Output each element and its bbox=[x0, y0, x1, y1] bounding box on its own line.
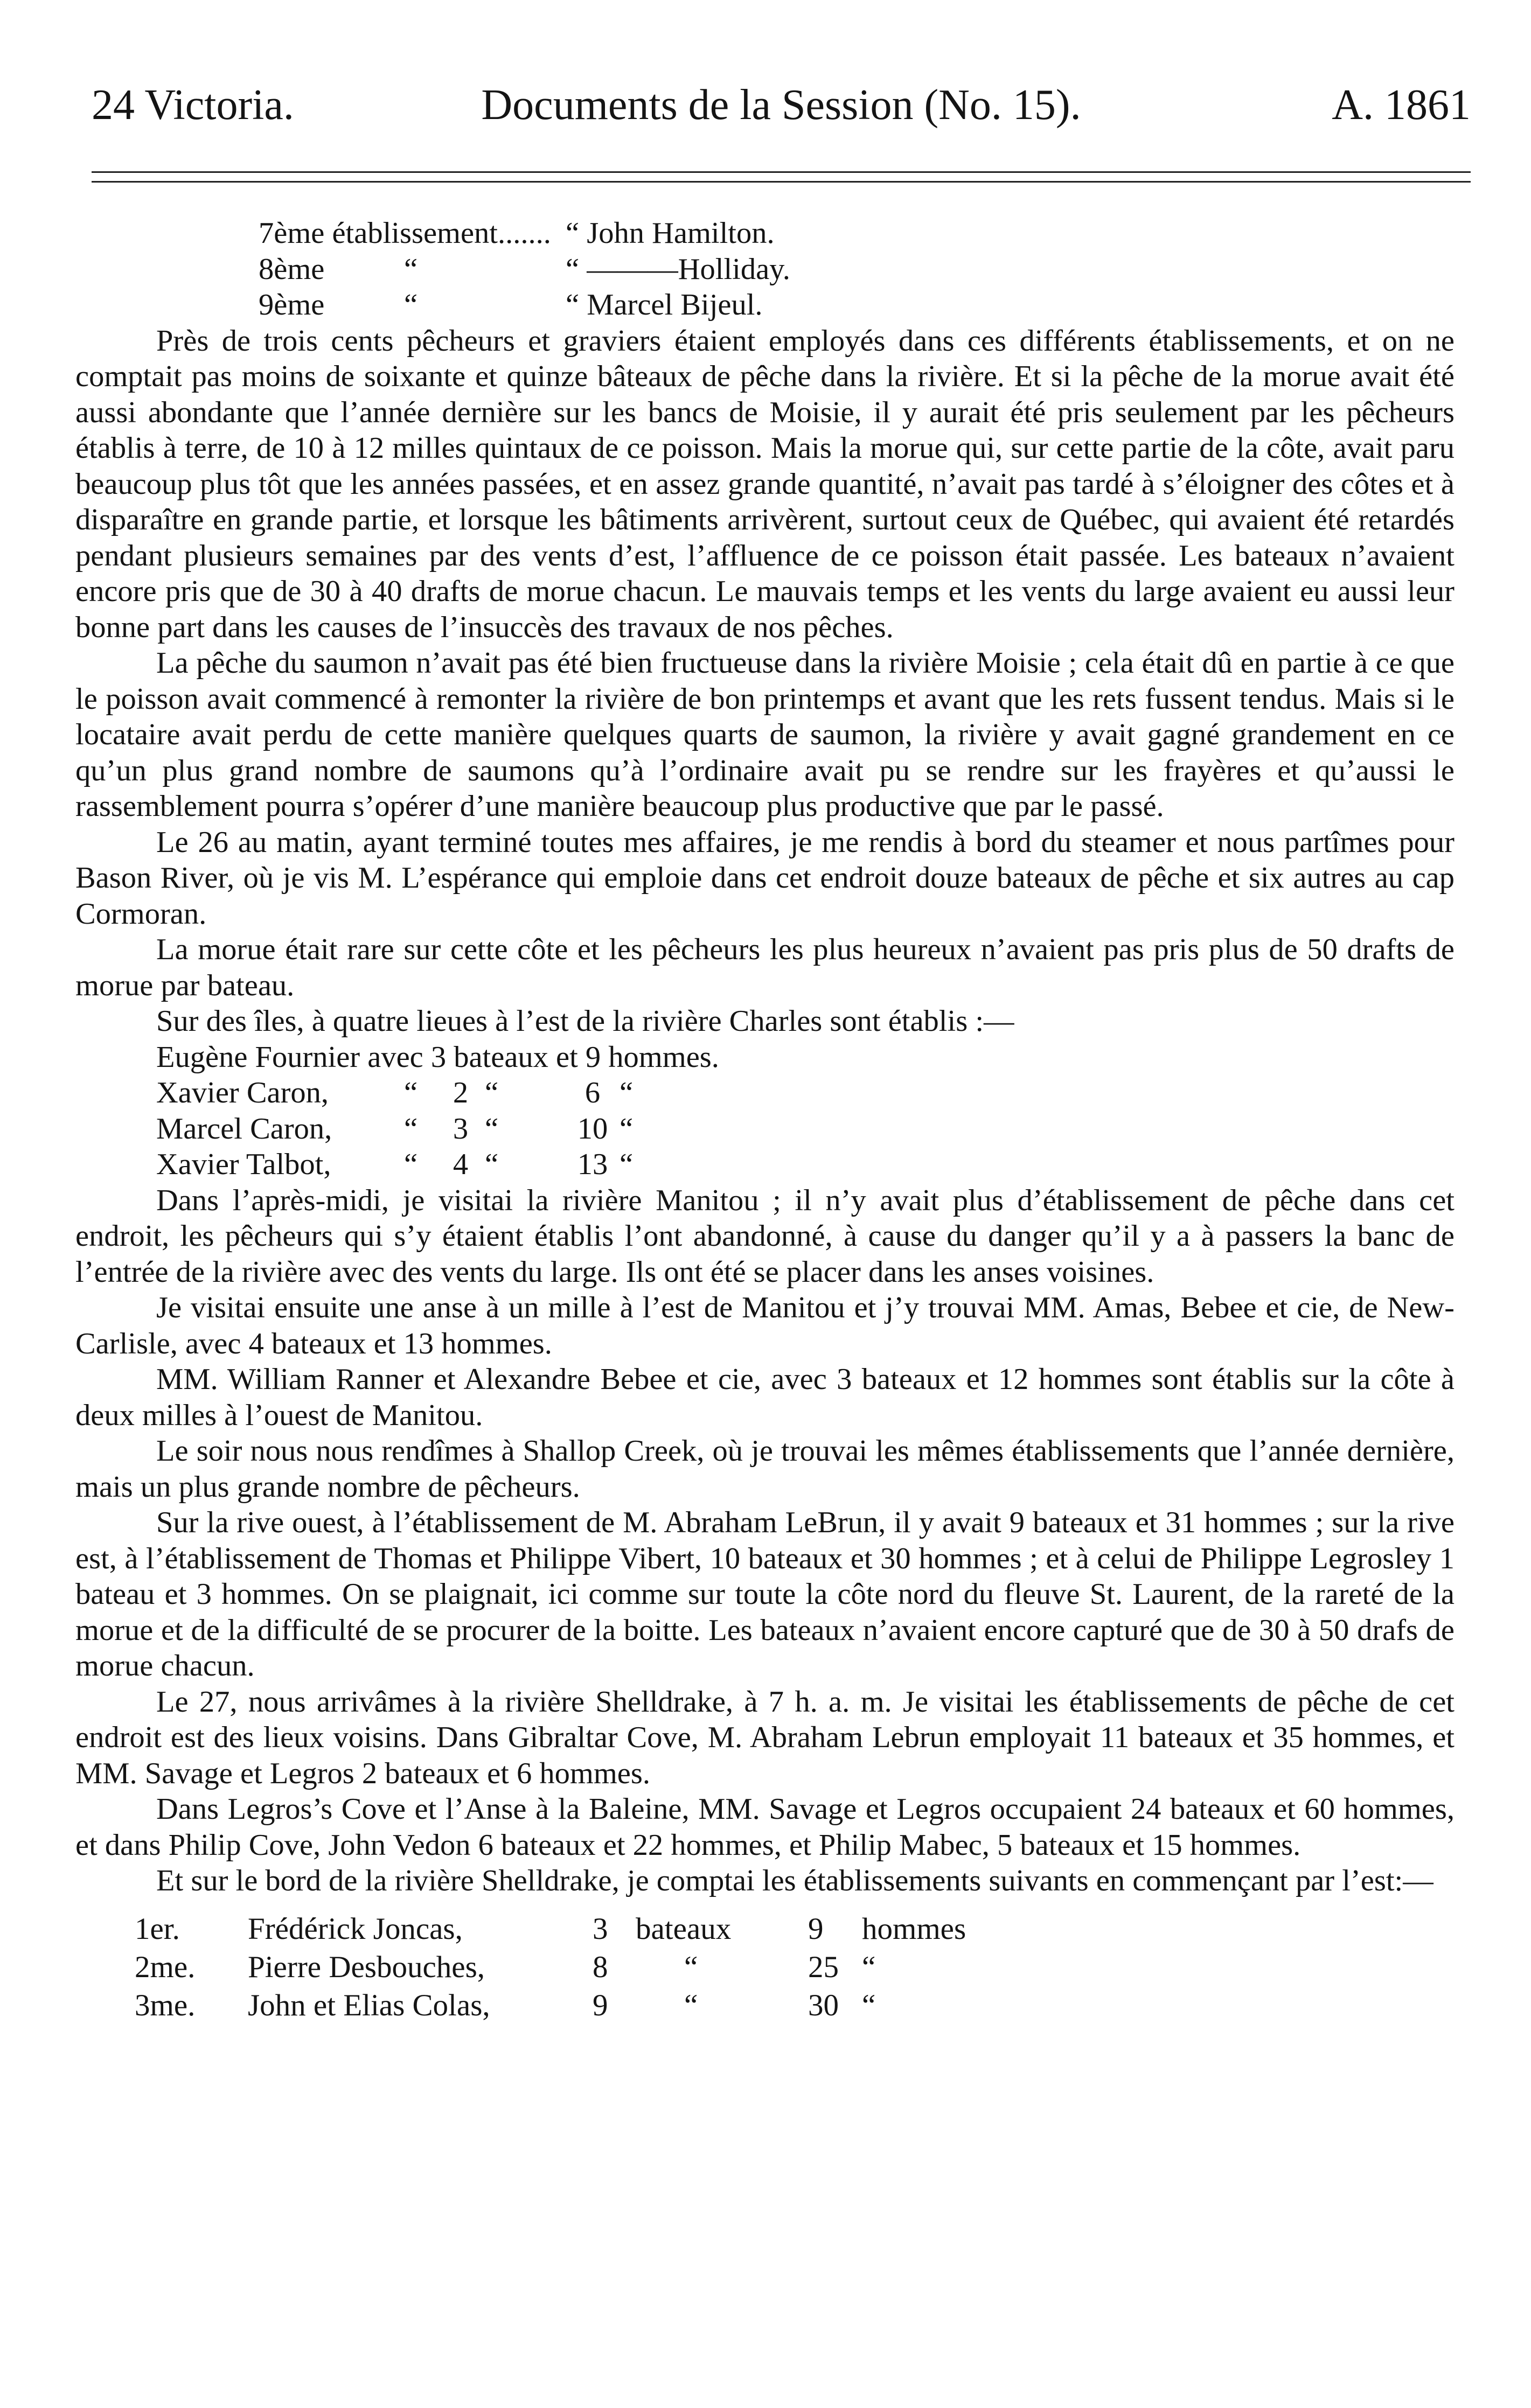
paragraph: Je visitai ensuite une anse à un mille à l’est de Manitou et j’y trouvai MM. Amas, Bebee et cie, de New-Carlisle, avec 4 bateaux et 13 hommes. bbox=[75, 1291, 1455, 1360]
fisherman-name: Xavier Talbot, bbox=[156, 1148, 331, 1181]
boats-label: bateaux bbox=[636, 1911, 732, 1946]
fisherman-entry: Eugène Fournier avec 3 bateaux et 9 hommes. bbox=[156, 1040, 719, 1074]
fisherman-name: Xavier Caron, bbox=[156, 1076, 329, 1109]
owner-name: Pierre Desbouches, bbox=[248, 1950, 485, 1984]
men-count: 10 bbox=[577, 1112, 608, 1146]
ditto-mark: “ bbox=[566, 288, 580, 322]
ditto-mark: “ bbox=[620, 1112, 634, 1146]
ordinal: 1er. bbox=[135, 1911, 180, 1946]
header-volume: 24 Victoria. bbox=[92, 81, 294, 129]
establishment-line bbox=[75, 215, 1455, 252]
ditto-mark: “ bbox=[404, 288, 418, 322]
list-item bbox=[75, 1948, 1455, 1986]
establishment-label: 9ème bbox=[259, 288, 325, 322]
running-header bbox=[92, 81, 1471, 140]
ordinal: 2me. bbox=[135, 1950, 196, 1984]
header-title: Documents de la Session (No. 15). bbox=[481, 81, 1081, 129]
establishment-name: Marcel Bijeul. bbox=[587, 288, 763, 322]
boat-count: 2 bbox=[453, 1076, 469, 1109]
list-item bbox=[75, 1986, 1455, 2025]
establishment-line bbox=[75, 252, 1455, 288]
paragraph: Dans l’après-midi, je visitai la rivière Manitou ; il n’y avait plus d’établissement de pêche dans cet endroit, les pêcheurs qui s’y étaient établis l’ont abandonné, à cause du danger qu’il y a à passers la banc de l’entrée de la rivière avec des vents du large. Ils ont été se placer dans les anses voisines. bbox=[75, 1183, 1455, 1289]
establishment-name: ———Holliday. bbox=[587, 252, 790, 286]
ditto-mark: “ bbox=[620, 1076, 634, 1109]
page-body bbox=[75, 215, 1455, 2025]
ditto-mark: “ bbox=[862, 1988, 876, 2022]
owner-name: John et Elias Colas, bbox=[248, 1988, 490, 2022]
boat-count: 9 bbox=[593, 1988, 608, 2022]
paragraph: Le soir nous nous rendîmes à Shallop Creek, où je trouvai les mêmes établissements que l’année dernière, mais un plus grande nombre de pêcheurs. bbox=[75, 1434, 1455, 1504]
fisherman-line bbox=[75, 1075, 1455, 1111]
boat-count: 3 bbox=[593, 1911, 608, 1946]
ditto-mark: “ bbox=[485, 1112, 499, 1146]
men-count: 25 bbox=[808, 1950, 839, 1984]
paragraph: Le 27, nous arrivâmes à la rivière Shelldrake, à 7 h. a. m. Je visitai les établissements de pêche de cet endroit est des lieux voisins. Dans Gibraltar Cove, M. Abraham Lebrun employait 11 bateaux et 35 hommes, et MM. Savage et Legros 2 bateaux et 6 hommes. bbox=[75, 1685, 1455, 1790]
ditto-mark: “ bbox=[485, 1076, 499, 1109]
establishment-name: John Hamilton. bbox=[587, 217, 775, 250]
ditto-mark: “ bbox=[566, 217, 580, 250]
paragraph: Sur la rive ouest, à l’établissement de M. Abraham LeBrun, il y avait 9 bateaux et 31 hommes ; sur la rive est, à l’établissement de Thomas et Philippe Vibert, 10 bateaux et 30 hommes ; et à celui de Philippe Legrosley 1 bateau et 3 hommes. On se plaignait, ici comme sur toute la côte nord du fleuve St. Laurent, de la rareté de la morue et de la difficulté de se procurer de la boitte. Les bateaux n’avaient encore capturé que de 30 à 50 drafs de morue chacun. bbox=[75, 1506, 1455, 1683]
ditto-mark: “ bbox=[404, 1112, 418, 1146]
ditto-mark: “ bbox=[404, 1148, 418, 1181]
paragraph: Sur des îles, à quatre lieues à l’est de la rivière Charles sont établis :— bbox=[156, 1004, 1014, 1038]
boat-count: 3 bbox=[453, 1112, 469, 1146]
fisherman-name: Marcel Caron, bbox=[156, 1112, 332, 1146]
ditto-mark: “ bbox=[485, 1148, 499, 1181]
establishment-line bbox=[75, 287, 1455, 323]
men-count: 6 bbox=[584, 1076, 601, 1109]
men-count: 30 bbox=[808, 1988, 839, 2022]
paragraph: MM. William Ranner et Alexandre Bebee et cie, avec 3 bateaux et 12 hommes sont établis sur la côte à deux milles à l’ouest de Manitou. bbox=[75, 1363, 1455, 1432]
header-rule-top bbox=[92, 171, 1471, 173]
shelldrake-establishments-list bbox=[75, 1910, 1455, 2025]
paragraph: Et sur le bord de la rivière Shelldrake, je comptai les établissements suivants en commençant par l’est:— bbox=[156, 1864, 1433, 1897]
fisherman-line bbox=[75, 1111, 1455, 1147]
ordinal: 3me. bbox=[135, 1988, 196, 2022]
ditto-mark: “ bbox=[404, 1076, 418, 1109]
establishment-label: 7ème établissement....... bbox=[259, 217, 551, 250]
men-label: hommes bbox=[862, 1911, 966, 1946]
men-count: 9 bbox=[808, 1911, 824, 1946]
boat-count: 8 bbox=[593, 1950, 608, 1984]
boat-count: 4 bbox=[453, 1148, 469, 1181]
paragraph: Près de trois cents pêcheurs et graviers étaient employés dans ces différents établissements, et on ne comptait pas moins de soixante et quinze bâteaux de pêche dans la rivière. Et si la pêche de la morue avait été aussi abondante que l’année dernière sur les bancs de Moisie, il y aurait été pris seulement par les pêcheurs établis à terre, de 10 à 12 milles quintaux de ce poisson. Mais la morue qui, sur cette partie de la côte, avait paru beaucoup plus tôt que les années passées, et en assez grande quantité, n’avait pas tardé à s’éloigner des côtes et à disparaître en grande partie, et lorsque les bâtiments arrivèrent, surtout ceux de Québec, qui avaient été retardés pendant plusieurs semaines par des vents d’est, l’affluence de ce poisson était passée. Les bateaux n’avaient encore pris que de 30 à 40 drafts de morue chacun. Le mauvais temps et les vents du large avaient eu aussi leur bonne part dans les causes de l’insuccès des travaux de nos pêches. bbox=[75, 324, 1455, 644]
ditto-mark: “ bbox=[862, 1950, 876, 1984]
owner-name: Frédérick Joncas, bbox=[248, 1911, 463, 1946]
ditto-mark: “ bbox=[566, 252, 580, 286]
ditto-mark: “ bbox=[620, 1148, 634, 1181]
ditto-mark: “ bbox=[404, 252, 418, 286]
establishment-label: 8ème bbox=[259, 252, 325, 286]
fisherman-line bbox=[75, 1147, 1455, 1183]
paragraph: La pêche du saumon n’avait pas été bien fructueuse dans la rivière Moisie ; cela était dû en partie à ce que le poisson avait commencé à remonter la rivière de bon printemps et avant que les rets fussent tendus. Mais si le locataire avait perdu de cette manière quelques quarts de saumon, la rivière y avait gagné grandement en ce qu’un plus grand nombre de saumons qu’à l’ordinaire avait pu se rendre sur les frayères et qu’aussi le rassemblement pourra s’opérer d’une manière beaucoup plus productive que par le passé. bbox=[75, 646, 1455, 823]
ditto-mark: “ bbox=[684, 1988, 698, 2022]
header-year: A. 1861 bbox=[1332, 81, 1471, 129]
fisherman-line bbox=[75, 1039, 1455, 1076]
paragraph: Dans Legros’s Cove et l’Anse à la Baleine, MM. Savage et Legros occupaient 24 bateaux et 60 hommes, et dans Philip Cove, John Vedon 6 bateaux et 22 hommes, et Philip Mabec, 5 bateaux et 15 hommes. bbox=[75, 1792, 1455, 1862]
men-count: 13 bbox=[577, 1148, 608, 1181]
list-item bbox=[75, 1910, 1455, 1948]
header-rule-bottom bbox=[92, 181, 1471, 183]
paragraph: La morue était rare sur cette côte et les pêcheurs les plus heureux n’avaient pas pris plus de 50 drafts de morue par bateau. bbox=[75, 933, 1455, 1002]
ditto-mark: “ bbox=[684, 1950, 698, 1984]
paragraph: Le 26 au matin, ayant terminé toutes mes affaires, je me rendis à bord du steamer et nous partîmes pour Bason River, où je vis M. L’espérance qui emploie dans cet endroit douze bateaux de pêche et six autres au cap Cormoran. bbox=[75, 825, 1455, 931]
